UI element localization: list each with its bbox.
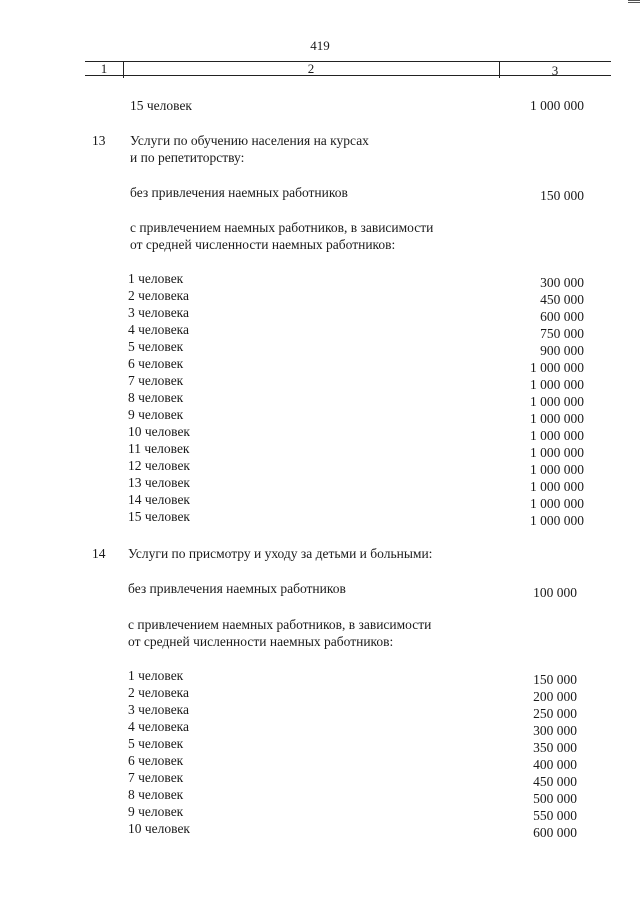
row-text: 1 человек (128, 668, 184, 683)
row-text: 5 человек (128, 339, 184, 354)
row-value: 150 000 (540, 188, 584, 203)
table-row (0, 355, 640, 375)
table-row (0, 389, 640, 409)
table-row (0, 545, 640, 562)
row-text: 13 человек (128, 475, 190, 490)
table-row (0, 633, 640, 650)
row-value: 600 000 (540, 309, 584, 324)
row-text: 7 человек (128, 770, 184, 785)
row-text: 15 человек (130, 98, 192, 113)
row-text: 15 человек (128, 509, 190, 524)
table-header (85, 61, 611, 77)
table-row (0, 321, 640, 341)
row-value: 250 000 (533, 706, 577, 721)
table-row (0, 769, 640, 789)
table-row (0, 474, 640, 494)
table-row (0, 270, 640, 290)
table-row (0, 304, 640, 324)
row-text: 10 человек (128, 821, 190, 836)
header-col-2: 2 (307, 61, 315, 76)
row-number: 13 (92, 133, 106, 148)
table-row (0, 219, 640, 236)
row-text: 2 человека (128, 288, 190, 303)
row-text: 4 человека (128, 719, 190, 734)
row-value: 350 000 (533, 740, 577, 755)
row-value: 1 000 000 (530, 428, 584, 443)
row-value: 1 000 000 (530, 462, 584, 477)
row-value: 200 000 (533, 689, 577, 704)
scan-corner-mark (628, 0, 640, 5)
table-row (0, 820, 640, 840)
table-row (0, 372, 640, 392)
table-row (0, 132, 640, 149)
table-row (0, 440, 640, 460)
table-row (0, 786, 640, 806)
row-value: 450 000 (533, 774, 577, 789)
table-row (0, 457, 640, 477)
row-value: 1 000 000 (530, 98, 584, 113)
row-text: 6 человек (128, 356, 184, 371)
table-row (0, 236, 640, 253)
row-value: 750 000 (540, 326, 584, 341)
row-value: 400 000 (533, 757, 577, 772)
row-text: и по репетиторству: (130, 150, 245, 165)
row-value: 1 000 000 (530, 513, 584, 528)
row-number: 14 (92, 546, 106, 561)
row-text: 9 человек (128, 804, 184, 819)
row-value: 100 000 (533, 585, 577, 600)
table-row (0, 338, 640, 358)
row-text: 10 человек (128, 424, 190, 439)
row-text: 1 человек (128, 271, 184, 286)
row-text: без привлечения наемных работников (130, 185, 348, 200)
row-text: 7 человек (128, 373, 184, 388)
table-row (0, 423, 640, 443)
row-value: 1 000 000 (530, 360, 584, 375)
page-number: 419 (310, 38, 330, 53)
table-row (0, 184, 640, 201)
row-value: 900 000 (540, 343, 584, 358)
table-row (0, 287, 640, 307)
table-row (0, 97, 640, 114)
row-text: от средней численности наемных работников: (128, 634, 394, 649)
row-value: 600 000 (533, 825, 577, 840)
table-row (0, 580, 640, 600)
row-value: 150 000 (533, 672, 577, 687)
row-value: 1 000 000 (530, 445, 584, 460)
header-col-3: 3 (551, 63, 559, 78)
row-value: 500 000 (533, 791, 577, 806)
row-value: 1 000 000 (530, 377, 584, 392)
row-text: Услуги по присмотру и уходу за детьми и больными: (128, 546, 433, 561)
row-text: 5 человек (128, 736, 184, 751)
table-row (0, 149, 640, 166)
table-row (0, 667, 640, 687)
row-text: 6 человек (128, 753, 184, 768)
row-text: с привлечением наемных работников, в зависимости (128, 617, 432, 632)
row-text: 3 человека (128, 702, 190, 717)
table-row (0, 508, 640, 528)
row-text: 8 человек (128, 390, 184, 405)
row-text: 9 человек (128, 407, 184, 422)
row-text: 14 человек (128, 492, 190, 507)
row-text: 8 человек (128, 787, 184, 802)
row-text: 2 человека (128, 685, 190, 700)
row-text: 12 человек (128, 458, 190, 473)
table-row (0, 684, 640, 704)
row-value: 1 000 000 (530, 479, 584, 494)
table-row (0, 752, 640, 772)
table-row (0, 735, 640, 755)
row-value: 550 000 (533, 808, 577, 823)
table-row (0, 616, 640, 633)
row-value: 1 000 000 (530, 496, 584, 511)
row-value: 1 000 000 (530, 394, 584, 409)
table-row (0, 406, 640, 426)
row-text: 3 человека (128, 305, 190, 320)
table-row (0, 701, 640, 721)
row-value: 1 000 000 (530, 411, 584, 426)
row-text: 4 человека (128, 322, 190, 337)
table-row (0, 803, 640, 823)
header-col-1: 1 (100, 61, 108, 76)
row-value: 300 000 (540, 275, 584, 290)
row-text: без привлечения наемных работников (128, 581, 346, 596)
row-text: с привлечением наемных работников, в зависимости (130, 220, 434, 235)
row-value: 450 000 (540, 292, 584, 307)
table-row (0, 491, 640, 511)
row-text: 11 человек (128, 441, 190, 456)
row-text: от средней численности наемных работников: (130, 237, 396, 252)
row-value: 300 000 (533, 723, 577, 738)
row-text: Услуги по обучению населения на курсах (130, 133, 369, 148)
table-row (0, 718, 640, 738)
